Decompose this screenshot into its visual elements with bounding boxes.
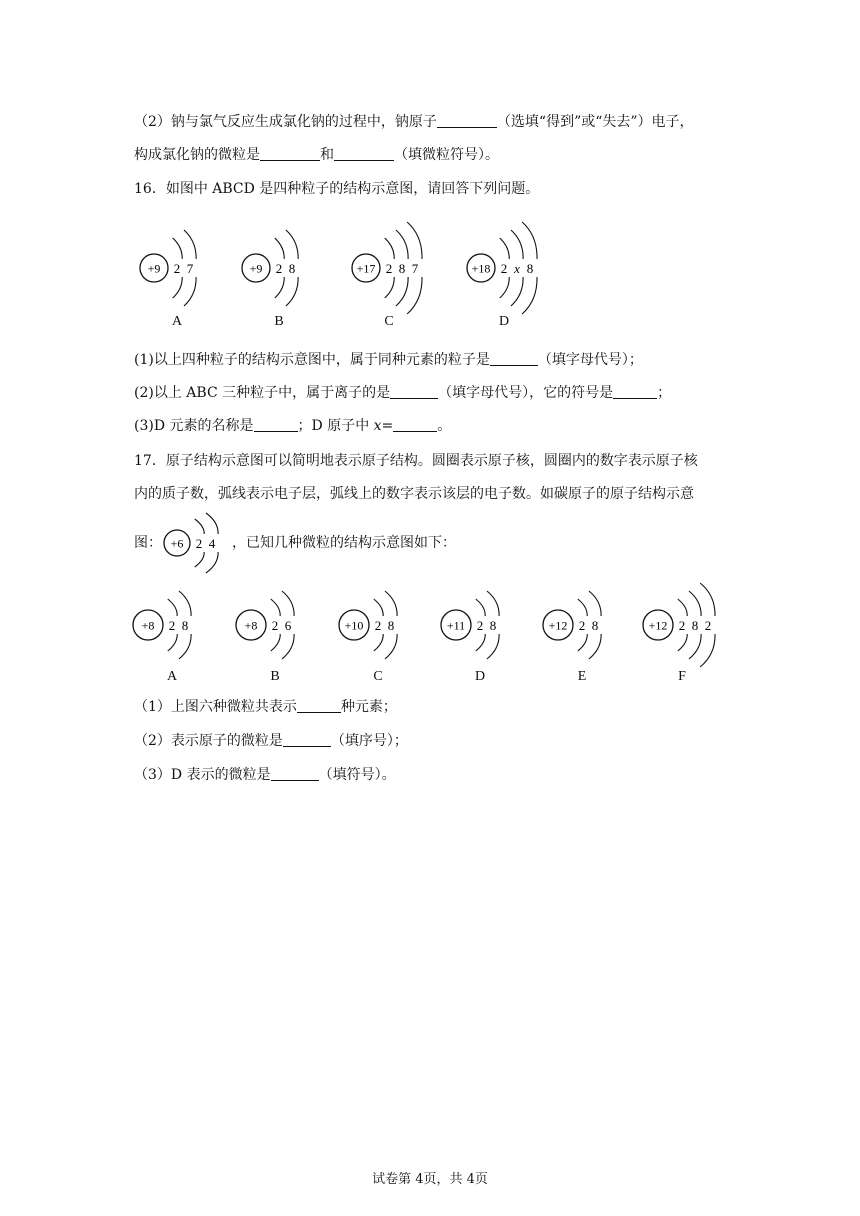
shell-electron-count: 6 — [284, 617, 292, 633]
shell-electron-count: 2 — [275, 260, 283, 276]
atom-c — [337, 585, 403, 665]
electron-shell-arc — [678, 634, 687, 651]
electron-shell-arc — [168, 634, 177, 651]
nucleus-charge: +8 — [141, 618, 155, 633]
q17-sub2: （2）表示原子的微粒是 （填序号）； — [134, 733, 408, 749]
electron-shell-arc — [385, 238, 394, 259]
atom-a — [138, 222, 202, 314]
shell-electron-count: 7 — [411, 260, 419, 276]
electron-shell-arc — [407, 222, 422, 259]
answer-blank[interactable] — [490, 351, 538, 366]
q16-stem: 16．如图中 ABCD 是四种粒子的结构示意图，请回答下列问题。 — [134, 181, 540, 197]
electron-shell-arc — [385, 634, 397, 659]
q17-line2: 内的质子数，弧线表示电子层，弧线上的数字表示该层的电子数。如碳原子的原子结构示意 — [134, 486, 694, 502]
atom-b — [240, 222, 304, 314]
electron-shell-arc — [500, 238, 509, 259]
shell-electron-count: 8 — [387, 617, 395, 633]
shell-electron-count: 2 — [476, 617, 484, 633]
electron-shell-arc — [689, 591, 701, 616]
electron-shell-arc — [275, 238, 284, 259]
nucleus-charge: +11 — [446, 618, 466, 633]
q16-sub1: (1)以上四种粒子的结构示意图中，属于同种元素的粒子是 （填字母代号）； — [134, 352, 643, 368]
atom-label: A — [171, 314, 183, 329]
shell-electron-count: 8 — [288, 260, 296, 276]
q15-2-line1: （2）钠与氯气反应生成氯化钠的过程中，钠原子 （选填“得到”或“失去”）电子， — [134, 114, 694, 130]
shell-electron-count: 8 — [398, 260, 406, 276]
shell-electron-count: 2 — [271, 617, 279, 633]
q15-2-line2: 构成氯化钠的微粒是 和 （填微粒符号）。 — [134, 147, 499, 163]
electron-shell-arc — [168, 599, 177, 616]
page-footer: 试卷第 4页，共 4页 — [372, 1172, 488, 1187]
nucleus-charge: +6 — [170, 536, 184, 551]
electron-shell-arc — [407, 277, 422, 314]
electron-shell-arc — [286, 277, 298, 306]
q16-sub2: (2)以上 ABC 三种粒子中，属于离子的是 （填字母代号），它的符号是 ； — [134, 385, 672, 401]
electron-shell-arc — [195, 519, 204, 534]
electron-shell-arc — [522, 222, 537, 259]
q17-line3: 图： +6 2 4 ，已知几种微粒的结构示意图如下： — [134, 533, 456, 553]
electron-shell-arc — [282, 634, 294, 659]
electron-shell-arc — [195, 552, 204, 567]
shell-electron-count: 2 — [704, 617, 712, 633]
atom-label: C — [384, 314, 394, 329]
electron-shell-arc — [689, 634, 701, 659]
electron-shell-arc — [374, 634, 383, 651]
atom-diagram — [465, 222, 542, 314]
q17-line1: 17．原子结构示意图可以简明地表示原子结构。圆圈表示原子核，圆圈内的数字表示原子核 — [134, 453, 698, 469]
electron-shell-arc — [184, 277, 196, 306]
atom-label: F — [678, 669, 686, 684]
carbon-atom-diagram — [162, 533, 232, 553]
shell-electron-count: 8 — [691, 617, 699, 633]
electron-shell-arc — [396, 277, 408, 306]
electron-shell-arc — [476, 599, 485, 616]
electron-shell-arc — [396, 230, 408, 259]
nucleus-charge: +10 — [344, 618, 364, 633]
atom-label: D — [474, 669, 486, 684]
electron-shell-arc — [476, 634, 485, 651]
answer-blank[interactable] — [613, 384, 657, 399]
electron-shell-arc — [374, 599, 383, 616]
electron-shell-arc — [206, 552, 218, 573]
shell-electron-count: x — [514, 260, 520, 276]
atom-c — [350, 222, 427, 314]
answer-blank[interactable] — [297, 698, 341, 713]
atom-diagram — [541, 585, 607, 665]
atom-d — [465, 222, 542, 314]
nucleus-charge: +8 — [244, 618, 258, 633]
atom-diagram — [240, 222, 304, 314]
shell-electron-count: 8 — [181, 617, 189, 633]
electron-shell-arc — [678, 599, 687, 616]
electron-shell-arc — [179, 634, 191, 659]
atom-diagram — [162, 507, 224, 579]
electron-shell-arc — [286, 230, 298, 259]
answer-blank[interactable] — [271, 766, 319, 781]
answer-blank[interactable] — [393, 417, 437, 432]
electron-shell-arc — [487, 591, 499, 616]
electron-shell-arc — [511, 277, 523, 306]
nucleus-charge: +18 — [471, 261, 491, 276]
shell-electron-count: 2 — [385, 260, 393, 276]
electron-shell-arc — [173, 238, 182, 259]
atom-diagram — [337, 585, 403, 665]
shell-electron-count: 7 — [186, 260, 194, 276]
atom-a — [131, 585, 197, 665]
atom-d — [439, 585, 505, 665]
atom-diagram — [131, 585, 197, 665]
electron-shell-arc — [700, 583, 715, 616]
answer-blank[interactable] — [254, 417, 298, 432]
shell-electron-count: 2 — [195, 535, 203, 551]
shell-electron-count: 4 — [208, 535, 216, 551]
atom-f — [641, 585, 720, 665]
electron-shell-arc — [275, 277, 284, 298]
shell-electron-count: 8 — [489, 617, 497, 633]
atom-diagram — [234, 585, 300, 665]
atom-label: B — [270, 669, 280, 684]
atom-label: B — [274, 314, 284, 329]
electron-shell-arc — [206, 513, 218, 534]
atom-label: A — [166, 669, 178, 684]
q16-sub3: (3)D 元素的名称是 ；D 原子中 x= 。 — [134, 418, 452, 434]
shell-electron-count: 2 — [678, 617, 686, 633]
atom-diagram — [350, 222, 427, 314]
shell-electron-count: 8 — [526, 260, 534, 276]
electron-shell-arc — [282, 591, 294, 616]
answer-blank[interactable] — [437, 113, 497, 128]
atom-diagram — [138, 222, 202, 314]
nucleus-charge: +12 — [548, 618, 568, 633]
answer-blank[interactable] — [260, 146, 320, 161]
answer-blank[interactable] — [390, 384, 438, 399]
shell-electron-count: 2 — [168, 617, 176, 633]
answer-blank[interactable] — [334, 146, 394, 161]
shell-electron-count: 2 — [578, 617, 586, 633]
shell-electron-count: 2 — [500, 260, 508, 276]
electron-shell-arc — [511, 230, 523, 259]
electron-shell-arc — [578, 599, 587, 616]
shell-electron-count: 8 — [591, 617, 599, 633]
shell-electron-count: 2 — [374, 617, 382, 633]
nucleus-charge: +17 — [356, 261, 376, 276]
atom-label: C — [373, 669, 383, 684]
atom-b — [234, 585, 300, 665]
electron-shell-arc — [522, 277, 537, 314]
electron-shell-arc — [385, 591, 397, 616]
electron-shell-arc — [589, 634, 601, 659]
shell-electron-count: 2 — [173, 260, 181, 276]
electron-shell-arc — [589, 591, 601, 616]
atom-e — [541, 585, 607, 665]
electron-shell-arc — [184, 230, 196, 259]
atom-diagram — [641, 585, 720, 665]
atom-label: D — [498, 314, 510, 329]
electron-shell-arc — [173, 277, 182, 298]
nucleus-charge: +9 — [147, 261, 161, 276]
atom-diagram — [439, 585, 505, 665]
electron-shell-arc — [271, 634, 280, 651]
atom-carbon — [162, 507, 224, 579]
electron-shell-arc — [179, 591, 191, 616]
q17-sub1: （1）上图六种微粒共表示 种元素； — [134, 699, 397, 715]
electron-shell-arc — [385, 277, 394, 298]
electron-shell-arc — [578, 634, 587, 651]
electron-shell-arc — [487, 634, 499, 659]
answer-blank[interactable] — [283, 732, 331, 747]
electron-shell-arc — [271, 599, 280, 616]
q17-sub3: （3）D 表示的微粒是 （填符号）。 — [134, 767, 396, 783]
nucleus-charge: +12 — [648, 618, 668, 633]
electron-shell-arc — [700, 634, 715, 667]
atom-label: E — [577, 669, 587, 684]
electron-shell-arc — [500, 277, 509, 298]
nucleus-charge: +9 — [249, 261, 263, 276]
